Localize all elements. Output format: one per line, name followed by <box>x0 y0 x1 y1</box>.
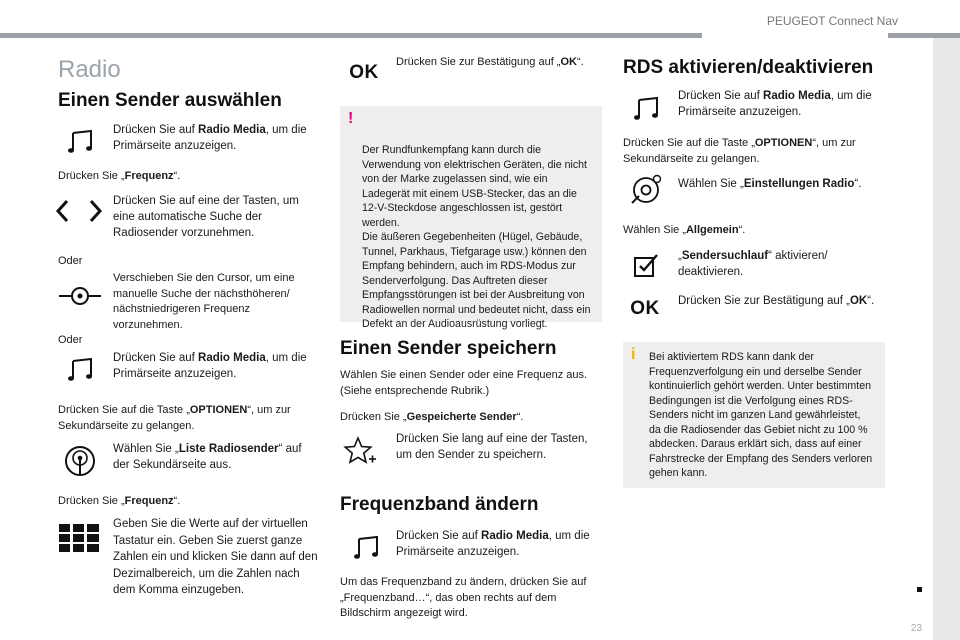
tuning-cursor-icon <box>58 283 102 309</box>
info-text: Bei aktiviertem RDS kann dank der Frequenzverfolgung ein und derselbe Sender kontinuierlich gehört werden. Unter bestimmten Bedingungen ist die Verfolgung eines RDS-Senders nicht im ganzen Land gewährleistet, da die Radiosender das Gebiet nicht zu 100 % abdecken. Daraus erklärt sich, dass auf einer Fahrstrecke der Empfang des Senders verloren gehen kann. <box>649 351 873 479</box>
instruction-text: Um das Frequenzband zu ändern, drücken Sie auf „Frequenzband…“, das oben rechts auf dem Bildschirm angezeigt wird. <box>340 576 587 619</box>
music-note-icon <box>64 355 96 385</box>
warning-icon: ! <box>348 110 354 127</box>
instruction-text: Drücken Sie auf die Taste „OPTIONEN“, um zur Sekundärseite zu gelangen. <box>58 404 291 432</box>
warning-text: Der Rundfunkempfang kann durch die Verwendung von elektrischen Geräten, die nicht von der Marke zugelassen sind, wie ein Ladegerät mit einem USB-Stecker, das an die 12-V-Steckdose angeschlossen ist, gestört werden. Die äußeren Gegebenheiten (Hügel, Gebäude, Tunnel, Parkhaus, Tiefgarage usw.) können den Empfang behindern, auch im RDS-Modus zur Senderverfolgung. Das Auftreten dieser Empfangsstörungen ist bei der Ausbreitung von Radiowellen normal und bedeutet nicht, dass ein Defekt an der Audioausrüstung vorliegt. <box>362 144 591 330</box>
instruction-text: Drücken Sie auf die Taste „OPTIONEN“, um zur Sekundärseite zu gelangen. <box>623 137 856 165</box>
step-text: Wählen Sie „Liste Radiosender“ auf der Sekundärseite aus. <box>113 443 302 471</box>
info-callout <box>623 342 885 488</box>
brand-label: PEUGEOT Connect Nav <box>766 14 898 28</box>
checkbox-icon <box>632 251 660 279</box>
ok-icon: OK <box>349 62 379 83</box>
oder-label: Oder <box>58 255 83 267</box>
section-heading-change-band: Frequenzband ändern <box>340 494 539 515</box>
section-heading-save-station: Einen Sender speichern <box>340 338 557 359</box>
instruction-text: Wählen Sie einen Sender oder eine Frequenz aus. (Siehe entsprechende Rubrik.) <box>340 369 588 397</box>
step-text: Drücken Sie auf eine der Tasten, um eine automatische Suche der Radiosender vorzunehmen. <box>113 195 299 239</box>
top-rule <box>0 33 702 38</box>
radio-list-icon <box>62 443 98 479</box>
step-text: Drücken Sie zur Bestätigung auf „OK“. <box>678 295 875 307</box>
instruction-text: Wählen Sie „Allgemein“. <box>623 224 746 236</box>
ok-icon: OK <box>630 298 660 319</box>
chevron-left-right-icon <box>54 197 104 225</box>
end-marker <box>917 587 922 592</box>
step-text: „Sendersuchlauf“ aktivieren/ deaktivieren. <box>678 250 828 278</box>
star-icon <box>342 434 378 470</box>
step-text: Geben Sie die Werte auf der virtuellen Tastatur ein. Geben Sie zuerst ganze Zahlen ein und klicken Sie dann auf den Dezimalbereich, um die Zahlen nach dem Komma einzugeben. <box>113 518 318 596</box>
step-text: Verschieben Sie den Cursor, um eine manuelle Suche der nächsthöheren/ nächstniedrigeren Frequenz vorzunehmen. <box>113 272 295 331</box>
step-text: Drücken Sie auf Radio Media, um die Primärseite anzuzeigen. <box>396 530 590 558</box>
music-note-icon <box>350 533 382 563</box>
oder-label: Oder <box>58 334 83 346</box>
instruction-text: Drücken Sie „Gespeicherte Sender“. <box>340 411 524 423</box>
step-text: Drücken Sie auf Radio Media, um die Primärseite anzuzeigen. <box>113 352 307 380</box>
music-note-icon <box>630 94 662 124</box>
page-title: Radio <box>58 56 121 83</box>
instruction-text: Drücken Sie „Frequenz“. <box>58 170 181 182</box>
section-heading-select-station: Einen Sender auswählen <box>58 90 282 111</box>
page-number: 23 <box>910 623 922 634</box>
step-text: Wählen Sie „Einstellungen Radio“. <box>678 178 862 190</box>
step-text: Drücken Sie auf Radio Media, um die Primärseite anzuzeigen. <box>113 124 307 152</box>
instruction-text: Drücken Sie „Frequenz“. <box>58 495 181 507</box>
keypad-icon <box>58 522 100 554</box>
info-icon: i <box>631 346 636 363</box>
warning-callout <box>340 106 602 330</box>
section-heading-rds: RDS aktivieren/deaktivieren <box>623 57 874 78</box>
music-note-icon <box>64 127 96 157</box>
step-text: Drücken Sie auf Radio Media, um die Primärseite anzuzeigen. <box>678 90 872 118</box>
step-text: Drücken Sie lang auf eine der Tasten, um den Sender zu speichern. <box>396 433 588 461</box>
step-text: Drücken Sie zur Bestätigung auf „OK“. <box>396 56 584 68</box>
side-strip <box>933 38 960 640</box>
settings-gear-icon <box>628 172 664 208</box>
